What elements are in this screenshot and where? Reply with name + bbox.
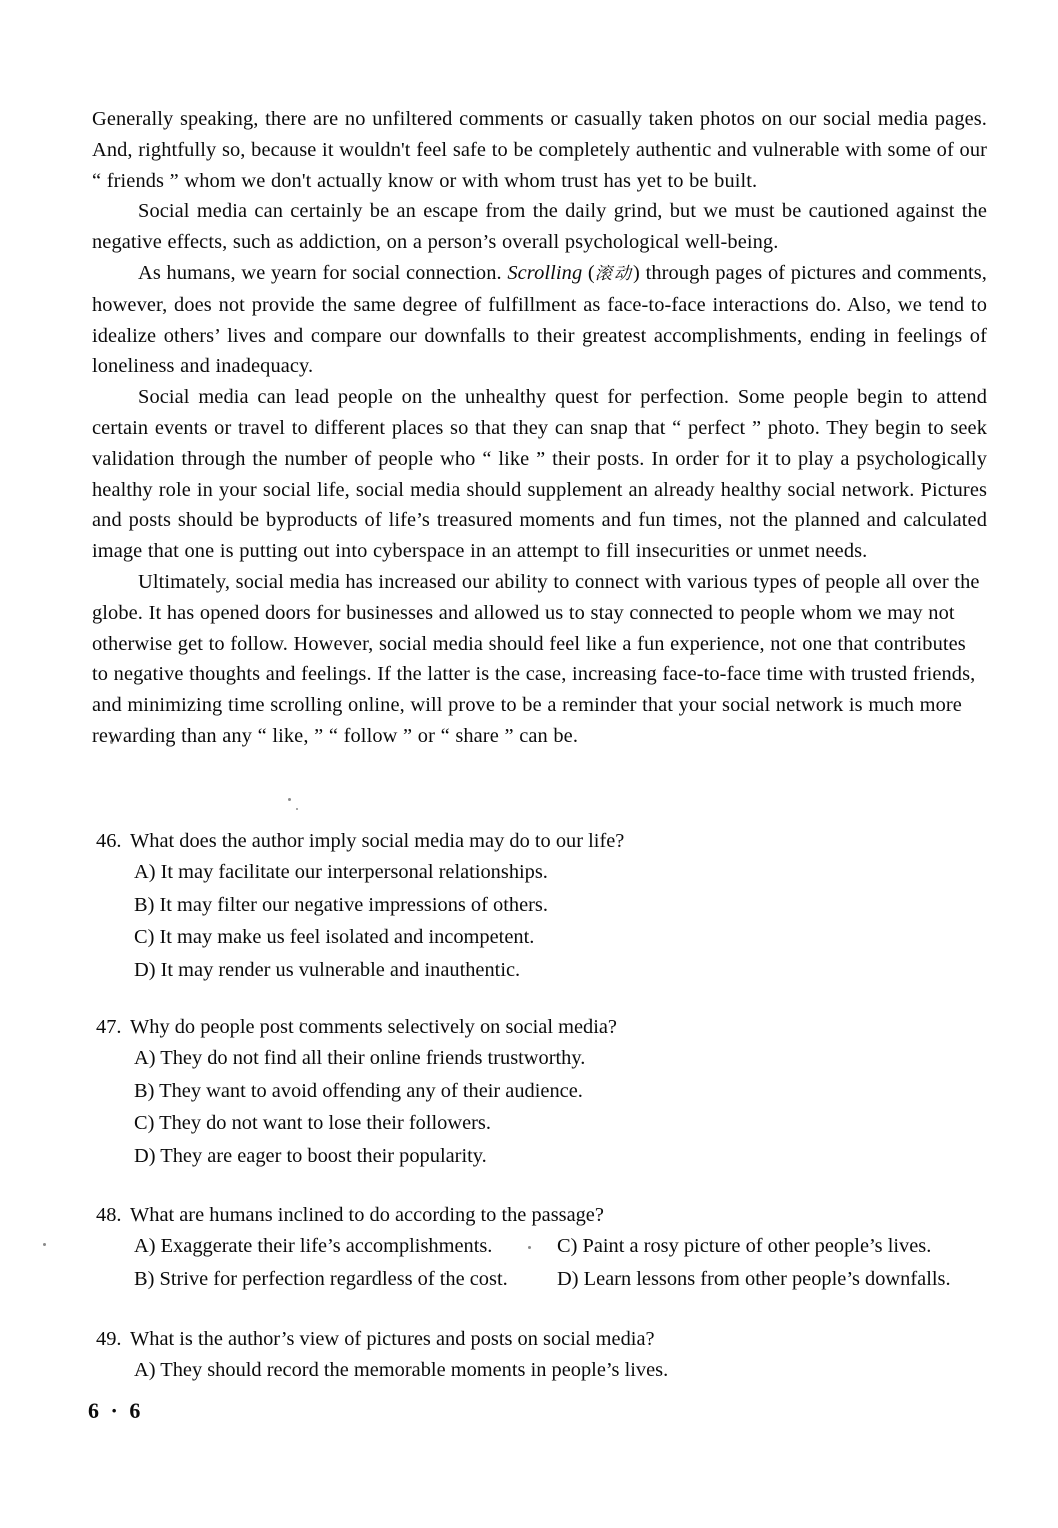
question-text: What is the author’s view of pictures and posts on social media? (130, 1328, 655, 1350)
question-block-48 (96, 1200, 1016, 1295)
scan-speck (296, 808, 298, 810)
page-number-footer: 6 · 6 (88, 1398, 144, 1423)
passage-segment-cjk-gloss: 滚动 (594, 263, 634, 284)
option-a[interactable]: A) They should record the memorable moments in people’s lives. (134, 1359, 669, 1381)
option-c[interactable]: C) Paint a rosy picture of other people’s lives. (557, 1235, 932, 1257)
option-d[interactable]: D) They are eager to boost their popularity. (134, 1144, 487, 1167)
option-a[interactable]: A) Exaggerate their life’s accomplishments. (134, 1235, 493, 1257)
passage-paragraph-5: Ultimately, social media has increased our ability to connect with various types of people all over the globe. It has opened doors for businesses and allowed us to stay connected to people whom we may not otherwise get to follow. However, social media should feel like a fun experience, not one that contributes to negative thoughts and feelings. If the latter is the case, increasing face-to-face time with trusted friends, and minimizing time scrolling online, will prove to be a reminder that your social network is much more rewarding than any “ like, ” “ follow ” or “ share ” can be. (92, 570, 980, 747)
question-stem (96, 1012, 1016, 1042)
option-list (96, 1354, 1016, 1387)
scan-speck (43, 1243, 46, 1246)
option-d[interactable]: D) Learn lessons from other people’s downfalls. (557, 1267, 951, 1290)
option-a[interactable]: A) They do not find all their online friends trustworthy. (134, 1047, 586, 1069)
option-b[interactable]: B) Strive for perfection regardless of the cost. (134, 1267, 508, 1290)
question-stem (96, 826, 1016, 856)
question-text: Why do people post comments selectively on social media? (130, 1016, 617, 1038)
option-b[interactable]: B) They want to avoid offending any of their audience. (134, 1079, 583, 1102)
passage-segment-text: ) through pages of pictures and comments, however, does not provide the same degree of fulfillment as face-to-face interactions do. Also, we tend to idealize others’ lives and compare our downfalls to their greatest accomplishments, ending in feelings of loneliness and inadequacy. (92, 261, 987, 378)
option-a[interactable]: A) It may facilitate our interpersonal relationships. (134, 861, 548, 883)
passage-paragraph-4: Social media can lead people on the unhealthy quest for perfection. Some people begin to attend certain events or travel to different places so that they can snap that “ perfect ” photo. They begin to seek validation through the number of people who “ like ” their posts. In order for it to play a psychologically healthy role in your social life, social media should supplement an already healthy social network. Pictures and posts should be byproducts of life’s treasured moments and fun times, not the planned and calculated image that one is putting out into cyberspace in an attempt to fill insecurities or unmet needs. (92, 386, 987, 563)
question-block-47 (96, 1012, 1016, 1172)
option-list (96, 856, 1016, 986)
option-c[interactable]: C) They do not want to lose their followers. (134, 1112, 491, 1135)
passage-segment-text: ( (582, 261, 595, 284)
scan-speck (288, 798, 291, 801)
option-row (96, 1263, 1016, 1296)
question-number: 46. (96, 830, 122, 852)
passage-segment-italic: Scrolling (507, 261, 583, 284)
passage-paragraph-2: Social media can certainly be an escape from the daily grind, but we must be cautioned against the negative effects, such as addiction, on a person’s overall psychological well-being. (92, 200, 987, 254)
question-number: 47. (96, 1016, 122, 1038)
option-d[interactable]: D) It may render us vulnerable and inauthentic. (134, 958, 521, 981)
question-block-49 (96, 1324, 1016, 1387)
option-b[interactable]: B) It may filter our negative impressions of others. (134, 893, 548, 916)
question-block-46 (96, 826, 1016, 986)
option-list (96, 1230, 1016, 1295)
passage-segment-text: As humans, we yearn for social connection. (138, 261, 508, 284)
question-number: 49. (96, 1328, 122, 1350)
passage-paragraph-1: Generally speaking, there are no unfiltered comments or casually taken photos on our social media pages. And, rightfully so, because it wouldn't feel safe to be completely authentic and vulnerable with some of our “ friends ” whom we don't actually know or with whom trust has yet to be built. (92, 108, 987, 192)
question-stem (96, 1200, 1016, 1230)
option-list (96, 1042, 1016, 1172)
option-row (96, 1230, 1016, 1263)
passage-body (92, 104, 987, 752)
passage-paragraph-3 (92, 258, 987, 382)
question-stem (96, 1324, 1016, 1354)
option-c[interactable]: C) It may make us feel isolated and incompetent. (134, 926, 535, 949)
question-text: What does the author imply social media may do to our life? (130, 830, 625, 852)
question-text: What are humans inclined to do according to the passage? (130, 1204, 604, 1226)
question-number: 48. (96, 1204, 122, 1226)
